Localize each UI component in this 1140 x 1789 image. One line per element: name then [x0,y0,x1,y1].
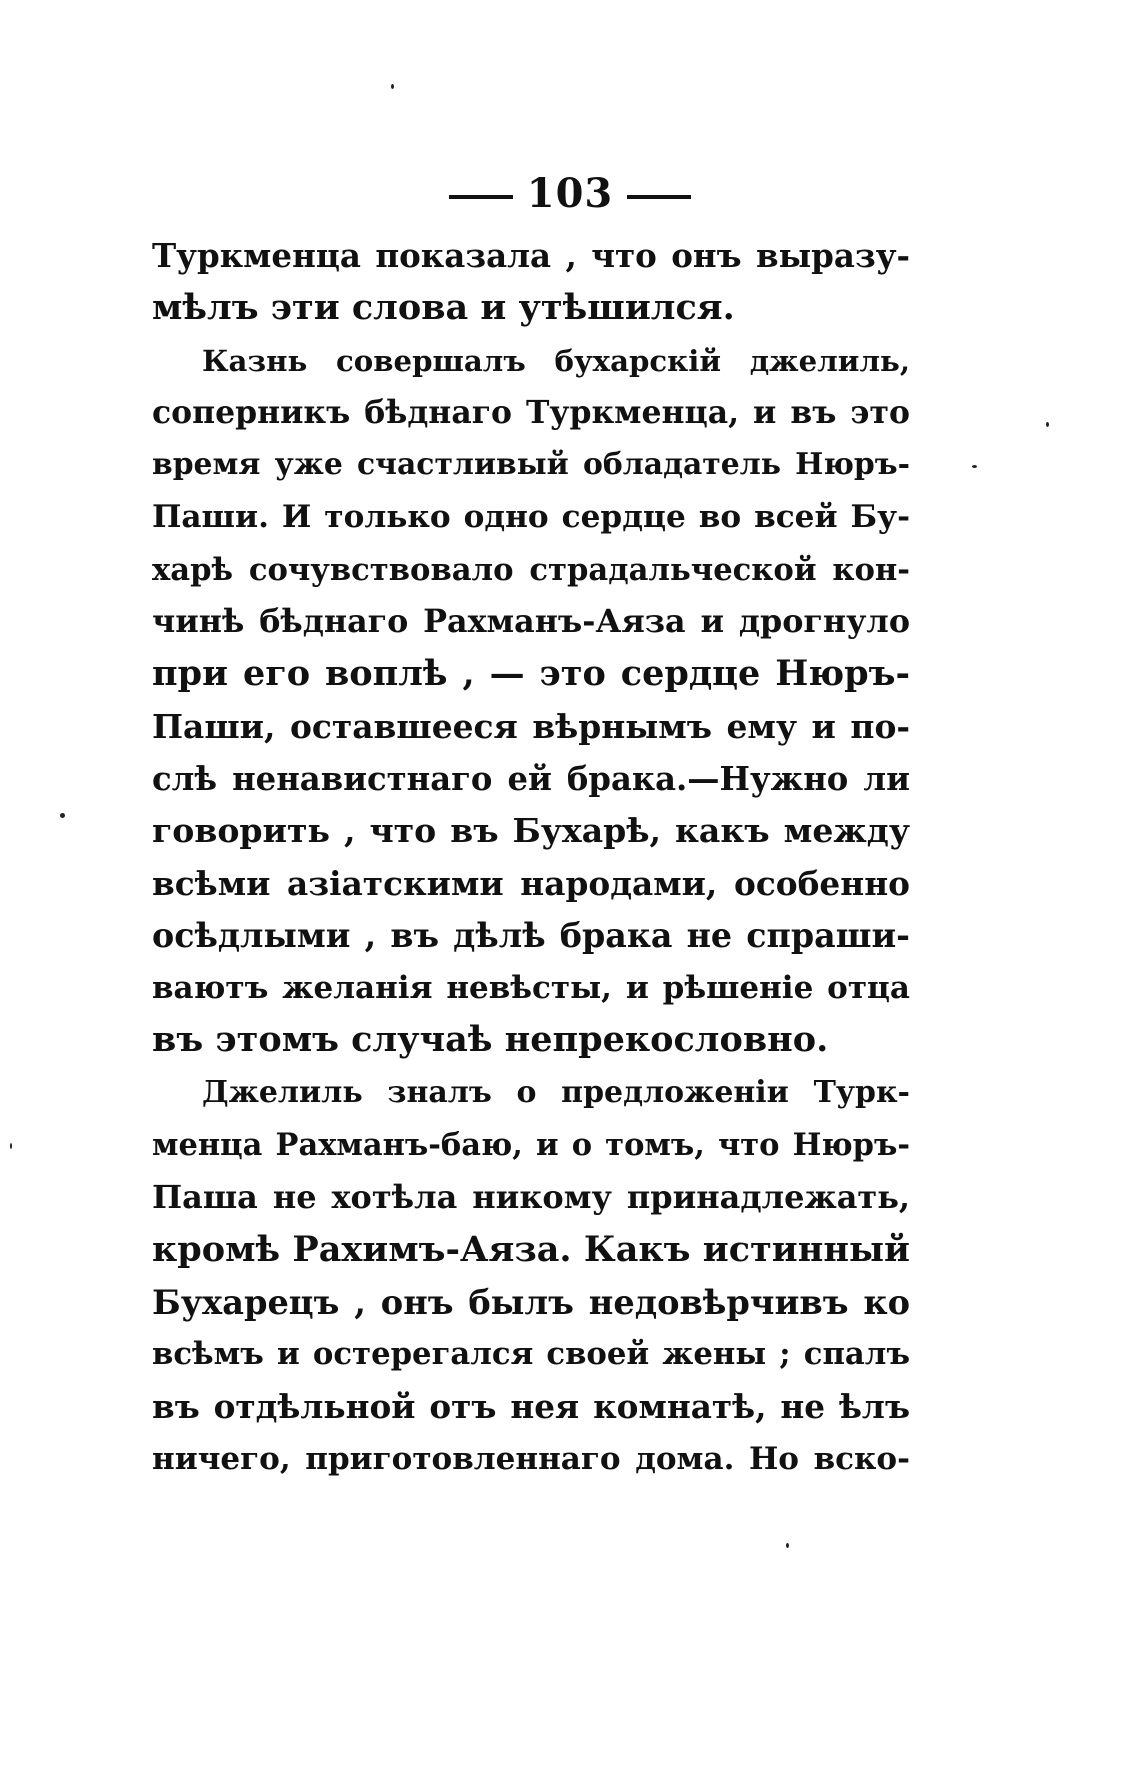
scan-speck [972,465,977,468]
text-line: Бухарецъ , онъ былъ недовѣрчивъ ко [152,1281,910,1322]
text-line: Туркменца показала , что онъ выразу- [152,236,910,275]
header-dash-right [627,195,691,199]
text-line: Джелиль зналъ о предложеніи Турк- [202,1074,910,1110]
text-line: время уже счастливый обладатель Нюръ- [152,447,910,483]
text-line: чинѣ бѣднаго Рахманъ-Аяза и дрогнуло [152,603,910,641]
text-line: соперникъ бѣднаго Туркменца, и въ это [152,393,910,431]
text-line: слѣ ненавистнаго ей брака.—Нужно ли [152,759,910,798]
text-line: въ этомъ случаѣ непрекословно. [152,1019,829,1061]
header-dash-left [449,195,513,199]
scan-speck [10,1143,12,1149]
scan-speck [60,813,65,818]
text-line: при его воплѣ , — это сердце Нюръ- [152,653,910,695]
text-line: въ отдѣльной отъ нея комнатѣ, не ѣлъ [152,1386,910,1426]
text-line: ваютъ желанія невѣсты, и рѣшеніе отца [152,970,910,1007]
text-line: всѣмъ и остерегался своей жены ; спалъ [152,1336,910,1373]
scan-speck [1046,422,1049,427]
text-line: кромѣ Рахимъ-Аяза. Какъ истинный [152,1228,910,1270]
text-line: Казнь совершалъ бухарскій джелиль, [202,343,910,378]
text-line: Паша не хотѣла никому принадлежать, [152,1178,910,1217]
scan-speck [391,84,394,89]
text-line: осѣдлыми , въ дѣлѣ брака не спраши- [152,915,910,955]
page-number: 103 [526,170,614,217]
scan-speck [786,1543,789,1548]
text-line: Паши. И только одно сердце во всей Бу- [152,499,910,536]
body-text [152,230,910,1485]
text-line: говорить , что въ Бухарѣ, какъ между [152,811,910,851]
text-line: ничего, приготовленнаго дома. Но вско- [152,1440,910,1477]
text-line: мѣлъ эти слова и утѣшился. [152,287,735,329]
text-line: всѣми азіатскими народами, особенно [152,863,910,903]
text-line: харѣ сочувствовало страдальческой кон- [152,551,910,588]
text-line: менца Рахманъ-баю, и о томъ, что Нюръ- [152,1127,910,1164]
page-header [0,166,1140,222]
text-line: Паши, оставшееся вѣрнымъ ему и по- [152,706,910,746]
